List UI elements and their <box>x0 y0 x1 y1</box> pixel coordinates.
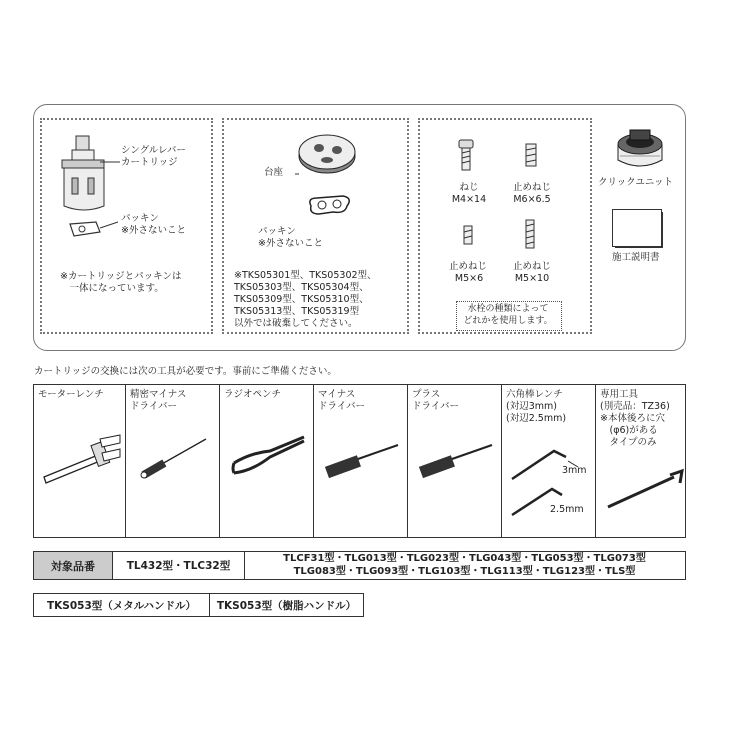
screw-label-3: 止めねじ <box>448 261 487 272</box>
tool-name: 六角棒レンチ (対辺3mm) (対辺2.5mm) <box>506 389 567 424</box>
screw-m4x14-image <box>455 138 477 172</box>
tool-name: ラジオペンチ <box>224 389 282 400</box>
tool-name: モーターレンチ <box>38 389 104 400</box>
models-row2-metal: TKS053型（メタルハンドル） <box>33 593 210 617</box>
flat-screwdriver-icon <box>322 435 402 485</box>
tool-hex-wrench <box>502 384 596 538</box>
seat-image <box>295 130 365 230</box>
models-group-2: TLCF31型・TLG013型・TLG023型・TLG043型・TLG053型・TLG073型 TLG083型・TLG093型・TLG103型・TLG113型・TLG123型・TLS型 <box>283 553 646 577</box>
seat-note: ※TKS05301型、TKS05302型、 TKS05303型、TKS05304型、 TKS05309型、TKS05310型、 TKS05313型、TKS05319型 以外では破棄してください。 <box>234 270 377 329</box>
screw-m5x6-image <box>461 224 475 246</box>
special-tool-icon <box>602 465 684 515</box>
tools-intro: カートリッジの交換には次の工具が必要です。事前にご準備ください。 <box>34 366 337 377</box>
click-unit-image <box>612 126 668 174</box>
tool-name: 精密マイナス ドライバー <box>130 389 187 412</box>
screw-size-4: M5×10 <box>514 273 550 284</box>
tool-name: プラス ドライバー <box>412 389 460 412</box>
models-group-2-cell <box>244 551 686 580</box>
cartridge-note: ※カートリッジとパッキンは 一体になっています。 <box>60 271 182 294</box>
tool-special-tool <box>596 384 686 538</box>
phillips-screwdriver-icon <box>416 435 496 485</box>
tool-name: 専用工具 (別売品：TZ36) ※本体後ろに穴 (φ6)がある タイプのみ <box>600 389 670 448</box>
hex-wrench-dim-3mm: 3mm <box>562 465 587 476</box>
models-row2-resin: TKS053型（樹脂ハンドル） <box>209 593 364 617</box>
tool-phillips-screwdriver <box>408 384 502 538</box>
screw-label-4: 止めねじ <box>512 261 551 272</box>
click-unit-label: クリックユニット <box>598 177 674 188</box>
screw-size-3: M5×6 <box>454 273 484 284</box>
tool-precision-flat-screwdriver <box>126 384 220 538</box>
seat-packing-label: パッキン ※外さないこと <box>258 226 323 249</box>
screw-size-1: M4×14 <box>451 194 487 205</box>
screw-size-2: M6×6.5 <box>513 194 551 205</box>
screw-label-2: 止めねじ <box>512 182 551 193</box>
tool-name: マイナス ドライバー <box>318 389 366 412</box>
radio-pliers-icon <box>230 433 308 483</box>
screw-label-1: ねじ <box>459 182 479 193</box>
tool-flat-screwdriver <box>314 384 408 538</box>
cartridge-packing-label: パッキン ※外さないこと <box>121 213 186 236</box>
tool-motor-wrench <box>33 384 126 538</box>
models-header: 対象品番 <box>33 551 113 580</box>
screw-note: 水栓の種類によって どれかを使用します。 <box>463 304 553 326</box>
manual-label: 施工説明書 <box>612 252 660 263</box>
cartridge-label: シングルレバー カートリッジ <box>121 145 186 168</box>
screw-m5x10-image <box>523 218 537 250</box>
precision-screwdriver-icon <box>136 431 212 485</box>
seat-label: 台座 <box>264 167 284 178</box>
hex-wrench-dim-2-5mm: 2.5mm <box>550 504 584 515</box>
models-group-1: TL432型・TLC32型 <box>112 551 245 580</box>
motor-wrench-icon <box>40 433 122 489</box>
tool-radio-pliers <box>220 384 314 538</box>
screw-m6x6-5-image <box>523 142 539 168</box>
